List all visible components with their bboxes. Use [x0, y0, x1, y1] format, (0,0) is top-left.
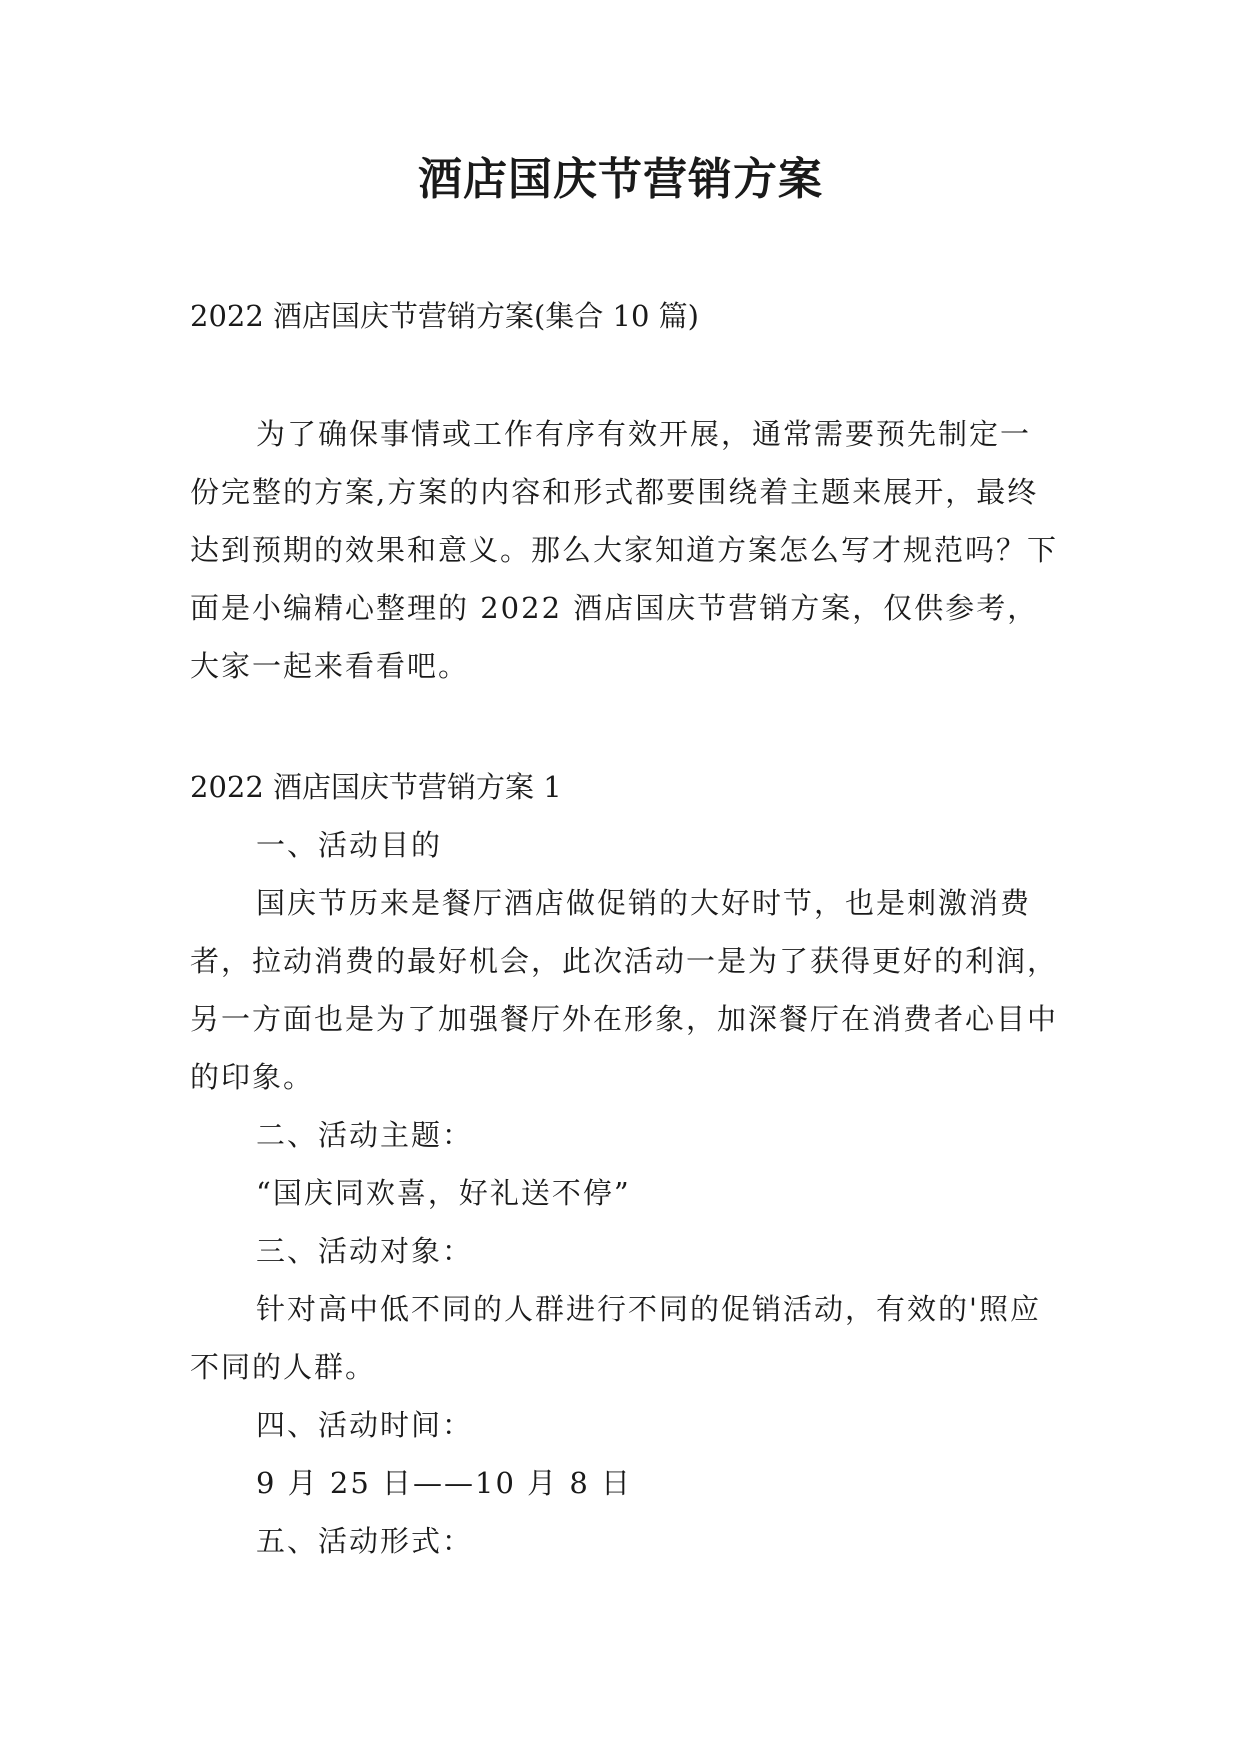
heading-activity-theme: 二、活动主题： [256, 1118, 474, 1152]
paragraph-activity-theme: “国庆同欢喜，好礼送不停” [256, 1176, 631, 1210]
section-body [190, 816, 1060, 1570]
heading-activity-time: 四、活动时间： [256, 1408, 474, 1442]
intro-paragraph: 为了确保事情或工作有序有效开展，通常需要预先制定一份完整的方案,方案的内容和形式都要围绕着主题来展开，最终达到预期的效果和意义。那么大家知道方案怎么写才规范吗？下面是小编精心整理的 2022 酒店国庆节营销方案，仅供参考，大家一起来看看吧。 [190, 417, 1059, 683]
heading-activity-purpose: 一、活动目的 [256, 828, 443, 862]
heading-activity-form: 五、活动形式： [256, 1524, 474, 1558]
heading-activity-target: 三、活动对象： [256, 1234, 474, 1268]
paragraph-activity-target: 针对高中低不同的人群进行不同的促销活动，有效的'照应不同的人群。 [190, 1292, 1041, 1384]
paragraph-activity-time: 9 月 25 日——10 月 8 日 [256, 1466, 633, 1500]
document-subtitle: 2022 酒店国庆节营销方案(集合 10 篇) [190, 299, 699, 333]
paragraph-activity-purpose: 国庆节历来是餐厅酒店做促销的大好时节，也是刺激消费者，拉动消费的最好机会，此次活动一是为了获得更好的利润，另一方面也是为了加强餐厅外在形象，加深餐厅在消费者心目中的印象。 [190, 886, 1059, 1094]
section-title: 2022 酒店国庆节营销方案 1 [190, 770, 562, 804]
page-title: 酒店国庆节营销方案 [418, 154, 823, 205]
